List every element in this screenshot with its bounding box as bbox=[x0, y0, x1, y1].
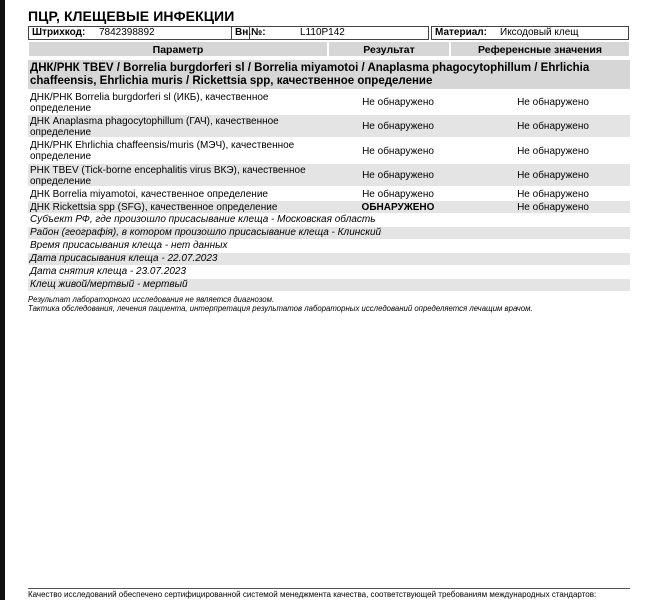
header-result: Результат bbox=[328, 41, 450, 57]
quality-footer: Качество исследований обеспечено сертифицированной системой менеджмента качества, соответствующей требованиям международных стандартов: bbox=[28, 590, 597, 599]
row-result: Не обнаружено bbox=[362, 170, 434, 181]
table-row bbox=[28, 115, 630, 137]
row-param: ДНК Anaplasma phagocytophillum (ГАЧ), качественное определение bbox=[30, 116, 279, 138]
row-reference: Не обнаружено bbox=[517, 97, 589, 108]
table-row bbox=[28, 188, 630, 200]
row-param: ДНК/РНК Ehrlichia chaffeensis/muris (МЭЧ), качественное определение bbox=[30, 140, 295, 162]
info-region: Субъект РФ, где произошло присасывание клеща - Московская область bbox=[30, 214, 376, 225]
internal-number-label: Вн.№: bbox=[235, 27, 266, 38]
row-reference: Не обнаружено bbox=[517, 170, 589, 181]
sample-meta bbox=[28, 26, 628, 39]
table-row bbox=[28, 91, 630, 113]
table-row bbox=[28, 201, 630, 213]
row-reference: Не обнаружено bbox=[517, 189, 589, 200]
table-header bbox=[28, 41, 630, 57]
footer-divider bbox=[28, 588, 630, 589]
row-param: ДНК/РНК Borrelia burgdorferi sl (ИКБ), качественное определение bbox=[30, 92, 269, 114]
row-reference: Не обнаружено bbox=[517, 146, 589, 157]
row-result: Не обнаружено bbox=[362, 121, 434, 132]
info-district: Район (географія), в котором произошло присасывание клеща - Клинский bbox=[28, 227, 630, 239]
row-param: ДНК Rickettsia spp (SFG), качественное определение bbox=[30, 202, 278, 213]
internal-number-value: L110P142 bbox=[300, 27, 345, 38]
info-removal-date: Дата снятия клеща - 23.07.2023 bbox=[30, 266, 187, 277]
barcode-box bbox=[28, 26, 250, 40]
row-param: РНК TBEV (Tick-borne encephalitis virus ВКЭ), качественное определение bbox=[30, 165, 306, 187]
header-param: Параметр bbox=[28, 41, 328, 57]
note-tactics: Тактика обследования, лечения пациента, интерпретация результатов лабораторных исследований определяется лечащим врачом. bbox=[28, 304, 533, 313]
row-reference: Не обнаружено bbox=[517, 202, 589, 213]
row-reference: Не обнаружено bbox=[517, 121, 589, 132]
row-result: Не обнаружено bbox=[362, 189, 434, 200]
table-row bbox=[28, 139, 630, 162]
row-result-detected: ОБНАРУЖЕНО bbox=[361, 202, 435, 213]
internal-number-box bbox=[231, 26, 429, 40]
material-value: Иксодовый клещ bbox=[500, 27, 579, 38]
info-attach-date: Дата присасывания клеща - 22.07.2023 bbox=[28, 253, 630, 265]
left-edge bbox=[0, 0, 5, 600]
report-title: ПЦР, КЛЕЩЕВЫЕ ИНФЕКЦИИ bbox=[28, 8, 235, 24]
barcode-label: Штрихкод: bbox=[32, 27, 86, 38]
row-param: ДНК Borrelia miyamotoi, качественное определение bbox=[30, 189, 268, 200]
material-label: Материал: bbox=[435, 27, 487, 38]
row-result: Не обнаружено bbox=[362, 146, 434, 157]
info-tick-state: Клещ живой/мертвый - мертвый bbox=[28, 279, 630, 291]
info-attach-time: Время присасывания клеща - нет данных bbox=[30, 240, 228, 251]
header-reference: Референсные значения bbox=[450, 41, 630, 57]
material-box bbox=[431, 26, 629, 40]
test-group-title: ДНК/РНК TBEV / Borrelia burgdorferi sl / Borrelia miyamotoi / Anaplasma phagocytophillum / Ehrlichia chaffeensis, Ehrlichia muris / Rickettsia spp, качественное определение bbox=[28, 60, 630, 89]
barcode-value: 7842398892 bbox=[99, 27, 155, 38]
row-result: Не обнаружено bbox=[362, 97, 434, 108]
table-row bbox=[28, 164, 630, 186]
note-diagnosis: Результат лабораторного исследования не является диагнозом. bbox=[28, 295, 275, 304]
